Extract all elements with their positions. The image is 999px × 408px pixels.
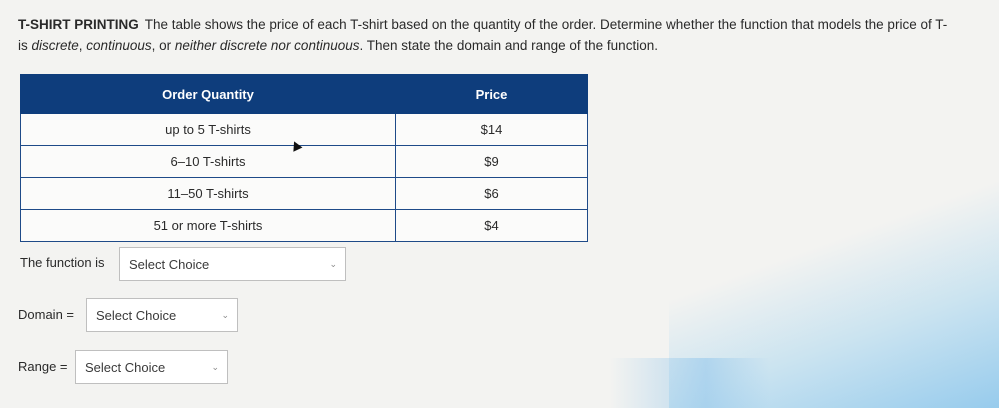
cell-quantity: 11–50 T-shirts: [21, 178, 396, 210]
header-order-quantity: Order Quantity: [21, 75, 396, 114]
table-row: [21, 146, 588, 178]
question-prompt: [18, 14, 999, 56]
problem-title: T-SHIRT PRINTING: [18, 17, 139, 32]
price-table: [20, 74, 588, 242]
function-type-value: Select Choice: [129, 256, 210, 272]
prompt-text-2a: is: [18, 38, 32, 53]
prompt-text-2b: . Then state the domain and range of the function.: [359, 38, 658, 53]
range-value: Select Choice: [85, 359, 166, 375]
cell-price: $4: [396, 210, 588, 242]
table-header-row: [21, 75, 588, 114]
cell-price: $9: [396, 146, 588, 178]
table-row: [21, 210, 588, 242]
prompt-line-2: [18, 35, 999, 56]
prompt-line-1: [18, 14, 999, 35]
header-price: Price: [396, 75, 588, 114]
chevron-down-icon: ⌄: [329, 259, 337, 269]
background-glare-bottom: [610, 358, 770, 408]
option-neither: neither discrete nor continuous: [174, 38, 360, 53]
cell-quantity: 51 or more T-shirts: [21, 210, 396, 242]
prompt-text-1: The table shows the price of each T-shirt based on the quantity of the order. Determine whether the function that models the price of T-: [144, 17, 948, 32]
cell-price: $6: [396, 178, 588, 210]
option-continuous: continuous: [86, 38, 152, 53]
domain-value: Select Choice: [96, 307, 177, 323]
function-type-select[interactable]: [119, 247, 346, 281]
cell-quantity: 6–10 T-shirts: [21, 146, 396, 178]
prompt-sep-2: , or: [151, 38, 175, 53]
table-row: [21, 178, 588, 210]
chevron-down-icon: ⌄: [211, 362, 219, 372]
function-type-label: The function is: [20, 255, 105, 270]
prompt-sep-1: ,: [78, 38, 87, 53]
option-discrete: discrete: [31, 38, 79, 53]
range-select[interactable]: [75, 350, 228, 384]
background-glare: [669, 178, 999, 408]
domain-label: Domain =: [18, 307, 74, 322]
cell-quantity: up to 5 T-shirts: [21, 114, 396, 146]
range-label: Range =: [18, 359, 68, 374]
table-row: [21, 114, 588, 146]
domain-select[interactable]: [86, 298, 238, 332]
chevron-down-icon: ⌄: [221, 310, 229, 320]
cell-price: $14: [396, 114, 588, 146]
